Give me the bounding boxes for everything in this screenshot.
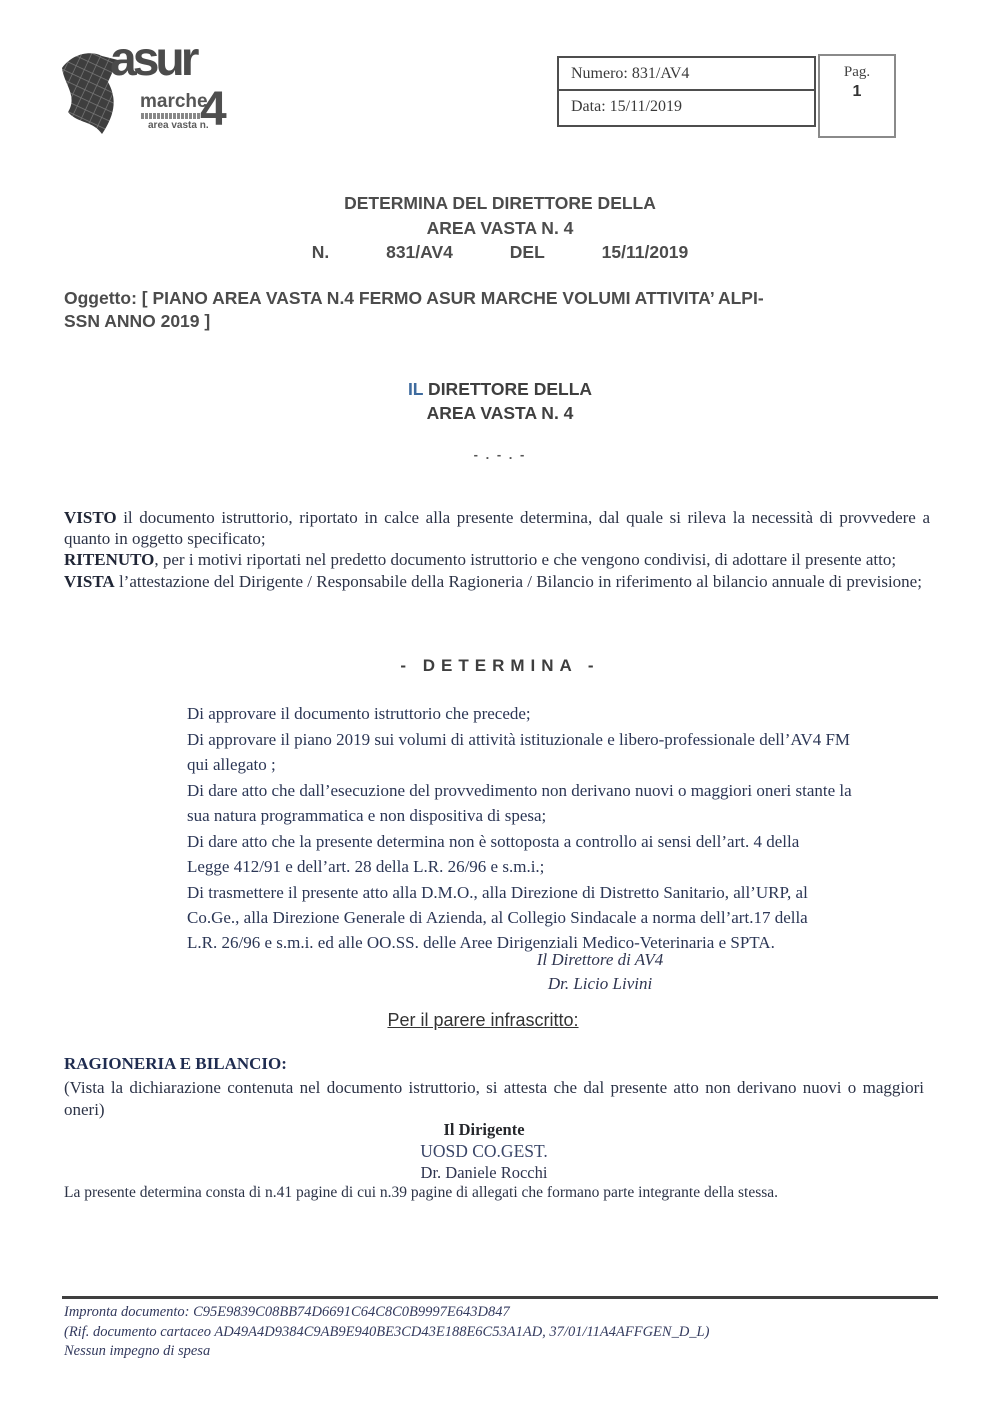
determina-heading: - DETERMINA - xyxy=(400,656,600,675)
director-heading-line-1 xyxy=(0,377,1000,401)
logo-area-number: 4 xyxy=(200,83,227,136)
footer-divider xyxy=(62,1296,938,1299)
page-number: 1 xyxy=(852,83,862,100)
premise-visto xyxy=(64,507,930,549)
data-row: Data: 15/11/2019 xyxy=(571,98,682,115)
premise-vista xyxy=(64,571,930,592)
title-del-label: DEL xyxy=(509,242,545,262)
resolution-line: sua natura programmatica e non dispositiva di spesa; xyxy=(187,806,547,825)
resolution-line: Di dare atto che la presente determina non è sottoposta a controllo ai sensi dell’art. 4 della xyxy=(187,832,800,851)
premise-lead: VISTO xyxy=(64,508,117,527)
resolution-line: Di approvare il documento istruttorio che precede; xyxy=(187,704,531,723)
ragioneria-heading: RAGIONERIA E BILANCIO: xyxy=(64,1054,287,1073)
logo-region-text: marche xyxy=(140,91,208,112)
premise-text: il documento istruttorio, riportato in calce alla presente determina, dal quale si rileva la necessità di provvedere a quanto in oggetto specificato; xyxy=(64,508,930,549)
director-signature-title: Il Direttore di AV4 xyxy=(536,950,664,969)
dirigente-signature xyxy=(0,1119,968,1184)
dirigente-role: Il Dirigente xyxy=(443,1120,525,1139)
premise-lead: RITENUTO xyxy=(64,550,155,570)
logo-area-label: area vasta n. xyxy=(148,120,209,131)
dirigente-name: Dr. Daniele Rocchi xyxy=(420,1163,548,1182)
asur-marche-logo xyxy=(56,33,236,144)
subject-line-1: Oggetto: [ PIANO AREA VASTA N.4 FERMO ASUR MARCHE VOLUMI ATTIVITA’ ALPI- xyxy=(64,288,764,308)
dash-separator: - . - . - xyxy=(473,447,527,462)
footer-impegno: Nessun impegno di spesa xyxy=(64,1343,211,1359)
logo-tagline-strip xyxy=(141,113,201,119)
subject-line-2: SSN ANNO 2019 ] xyxy=(64,311,211,331)
footer-rif-cartaceo: (Rif. documento cartaceo AD49A4D9384C9AB9E940BE3CD43E188E6C53A1AD, 37/01/11A4AFFGEN_D_L) xyxy=(64,1323,710,1340)
director-signature-name: Dr. Licio Livini xyxy=(547,974,653,993)
resolutions-list xyxy=(187,701,927,956)
document-number-box xyxy=(557,56,816,127)
title-n-value: 831/AV4 xyxy=(386,242,453,262)
title-line-1: DETERMINA DEL DIRETTORE DELLA xyxy=(344,193,656,213)
footer-impronta: Impronta documento: C95E9839C08BB74D6691C64C8C0B9997E643D847 xyxy=(64,1304,510,1320)
numero-row: Numero: 831/AV4 xyxy=(559,58,814,91)
resolution-item xyxy=(187,880,927,955)
title-line-2: AREA VASTA N. 4 xyxy=(426,217,574,238)
ragioneria-statement: (Vista la dichiarazione contenuta nel documento istruttorio, si attesta che dal presente atto non derivano nuovi o maggiori oneri) xyxy=(64,1078,924,1119)
premise-text: l’attestazione del Dirigente / Responsabile della Ragioneria / Bilancio in riferimento al bilancio annuale di previsione; xyxy=(114,571,922,591)
resolution-line: qui allegato ; xyxy=(187,755,276,774)
resolution-line: Di approvare il piano 2019 sui volumi di attività istituzionale e libero-professionale dell’AV4 FM xyxy=(187,730,851,749)
resolution-item xyxy=(187,727,927,777)
page-number-box xyxy=(818,54,896,138)
pages-count-note: La presente determina consta di n.41 pagine di cui n.39 pagine di allegati che formano parte integrante della stessa. xyxy=(64,1184,779,1201)
premise-ritenuto xyxy=(64,549,930,570)
title-n-label: N. xyxy=(311,242,330,262)
document-title xyxy=(0,191,1000,265)
director-heading-rest: DIRETTORE DELLA xyxy=(423,379,593,399)
resolution-item xyxy=(187,778,927,828)
resolution-line: L.R. 26/96 e s.m.i. ed alle OO.SS. delle Aree Dirigenziali Medico-Veterinaria e SPTA. xyxy=(187,933,775,952)
title-date: 15/11/2019 xyxy=(601,242,689,262)
director-heading-line-2: AREA VASTA N. 4 xyxy=(426,403,574,423)
premises-block xyxy=(64,507,930,592)
director-signature xyxy=(200,948,1000,996)
resolution-item xyxy=(187,701,927,726)
page-label: Pag. xyxy=(843,64,871,80)
resolution-line: Di dare atto che dall’esecuzione del provvedimento non derivano nuovi o maggiori oneri stante la xyxy=(187,781,852,800)
director-heading xyxy=(0,377,1000,425)
resolution-line: Legge 412/91 e dell’art. 28 della L.R. 26/96 e s.m.i.; xyxy=(187,857,545,876)
footer-block xyxy=(64,1303,944,1362)
parere-heading: Per il parere infrascritto: xyxy=(387,1010,579,1030)
director-heading-il: IL xyxy=(407,379,424,399)
subject-block xyxy=(64,287,924,333)
logo-brand-text: asur xyxy=(110,33,196,86)
title-number-row xyxy=(0,240,1000,265)
dirigente-unit: UOSD CO.GEST. xyxy=(420,1140,548,1161)
resolution-line: Di trasmettere il presente atto alla D.M.O., alla Direzione di Distretto Sanitario, all’URP, al xyxy=(187,883,808,902)
premise-lead: VISTA xyxy=(64,571,115,591)
resolution-line: Co.Ge., alla Direzione Generale di Azienda, al Collegio Sindacale a norma dell’art.17 della xyxy=(187,908,808,927)
resolution-item xyxy=(187,829,927,879)
premise-text: , per i motivi riportati nel predetto documento istruttorio e che vengono condivisi, di adottare il presente atto; xyxy=(154,550,897,570)
